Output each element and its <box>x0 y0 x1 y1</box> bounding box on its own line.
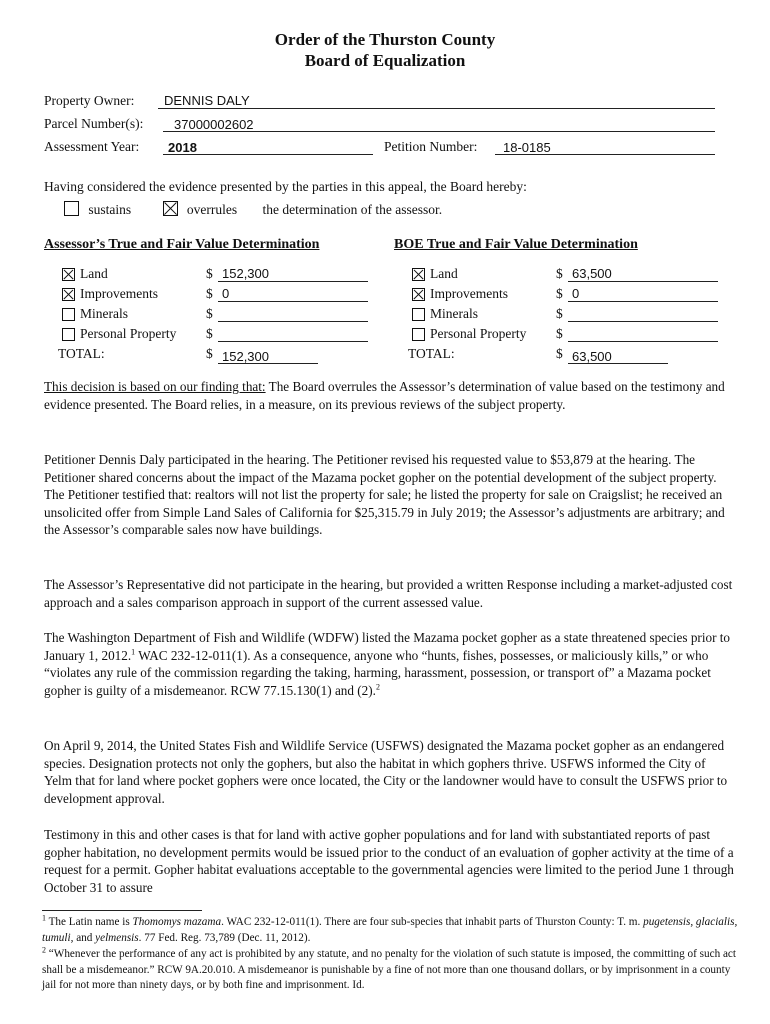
assessor-total-value: 152,300 <box>222 349 269 364</box>
boe-item-label: Improvements <box>430 286 508 301</box>
assessor-item-label: Land <box>80 266 108 281</box>
footnote-1: $^1$ The Latin name is Thomomys mazama. WAC 232-12-011(1). There are four sub-species that inhabit parts of Thurston County: T. m. pugetensis, glacialis, tumuli, and yelmensis. 77 Fed. Reg. 73,789 (Dec. 11, 2012). <box>42 913 738 944</box>
assessor-value-field <box>218 266 368 282</box>
finding-lead: This decision is based on our finding that: <box>44 379 266 394</box>
petition-value: 18-0185 <box>503 140 551 155</box>
boe-value-field <box>568 286 718 302</box>
decision-intro: Having considered the evidence presented by the parties in this appeal, the Board hereby: <box>44 179 527 194</box>
assessor-value: 0 <box>222 286 230 301</box>
wdfw-text-a: The Washington Department of Fish and Wildlife (WDFW) listed the Mazama pocket gopher as a state threatened species prior to January 1, 2012. <box>44 630 731 663</box>
testimony-paragraph: Testimony in this and other cases is that for land with active gopher populations and for land with substantiated reports of past gopher habitation, no development permits would be issued prior to the conduct of an evaluation of gopher activity at the time of a request for a permit. Gopher habitat evaluations acceptable to the governmental agencies were limited to the period June 1 through October 31 to assure <box>44 827 734 895</box>
finding-text: The Board overrules the Assessor’s determination of value based on the testimony and evidence presented. The Board relies, in a measure, on its previous reviews of the subject property. <box>44 379 725 412</box>
boe-total-value: 63,500 <box>572 349 612 364</box>
assessor-currency: $ <box>206 286 213 301</box>
usfws-paragraph: On April 9, 2014, the United States Fish and Wildlife Service (USFWS) designated the Mazama pocket gopher as an endangered species. Designation protects not only the gophers, but also the habitat in which gophers thrive. USFWS informed the City of Yelm that for land where pocket gophers were once located, the City or the landowner would have to consult the USFWS prior to development approval. <box>44 738 728 806</box>
assessor-row <box>60 264 360 284</box>
assessor-checkbox[interactable] <box>62 288 75 301</box>
boe-value: 63,500 <box>572 266 612 281</box>
assessor-value-field <box>218 306 368 322</box>
sustains-label: sustains <box>88 202 132 217</box>
year-label: Assessment Year: <box>44 139 140 154</box>
boe-heading: BOE True and Fair Value Determination <box>394 237 638 252</box>
boe-currency: $ <box>556 306 563 321</box>
boe-item-label: Personal Property <box>430 326 527 341</box>
petition-field <box>495 139 715 155</box>
boe-item-label: Minerals <box>430 306 478 321</box>
parcel-value: 37000002602 <box>174 117 254 132</box>
boe-total-currency: $ <box>556 346 563 361</box>
assessor-value: 152,300 <box>222 266 269 281</box>
assessor-row <box>60 304 360 324</box>
boe-total-row <box>408 344 718 364</box>
assessor-row <box>60 324 360 344</box>
boe-currency: $ <box>556 266 563 281</box>
boe-value-field <box>568 306 718 322</box>
page-title-line1: Order of the Thurston County <box>274 30 496 49</box>
boe-value: 0 <box>572 286 580 301</box>
assessor-value-field <box>218 286 368 302</box>
footnote-ref-1[interactable]: 1 <box>131 647 136 657</box>
boe-currency: $ <box>556 326 563 341</box>
assessor-total-row <box>58 344 368 364</box>
footnote-2: $^2$ “Whenever the performance of any act is prohibited by any statute, and no penalty for the violation of such statute is imposed, the committing of such act shall be a misdemeanor.” RCW 9A.20.010. A misdemeanor is punishable by a fine of not more than one thousand dollars, or by imprisonment in a county jail for not more than ninety days, or by both fine and imprisonment. Id. <box>42 945 737 991</box>
assessor-heading: Assessor’s True and Fair Value Determination <box>44 237 320 252</box>
boe-total-label: TOTAL: <box>408 346 455 361</box>
owner-value: DENNIS DALY <box>164 93 250 108</box>
assessor-item-label: Improvements <box>80 286 158 301</box>
footnote-divider <box>42 910 202 911</box>
year-field <box>163 139 373 155</box>
boe-row <box>410 324 710 344</box>
boe-value-field <box>568 326 718 342</box>
assessor-item-label: Personal Property <box>80 326 177 341</box>
assessor-total-field <box>218 348 318 364</box>
petitioner-paragraph: Petitioner Dennis Daly participated in the hearing. The Petitioner revised his requested value to $53,879 at the hearing. The Petitioner shared concerns about the impact of the Mazama pocket gopher on the potential development of the subject property. The Petitioner testified that: realtors will not list the property for sale; he listed the property for sale on Craigslist; he received an unsolicited offer from Simple Land Sales of California for $25,315.79 in July 2019; the Assessor’s adjustments are arbitrary; and the Assessor’s comparable sales now have buildings. <box>44 452 725 538</box>
assessor-checkbox[interactable] <box>62 328 75 341</box>
overrules-checkbox[interactable] <box>163 201 178 216</box>
assessor-checkbox[interactable] <box>62 308 75 321</box>
overrules-label: overrules <box>186 202 238 217</box>
year-value: 2018 <box>168 140 197 155</box>
assessor-total-currency: $ <box>206 346 213 361</box>
assessor-checkbox[interactable] <box>62 268 75 281</box>
assessor-row <box>60 284 360 304</box>
finding-paragraph <box>44 378 734 413</box>
parcel-label: Parcel Number(s): <box>44 116 144 131</box>
assessor-currency: $ <box>206 306 213 321</box>
decision-tail: the determination of the assessor. <box>262 202 443 217</box>
boe-item-label: Land <box>430 266 458 281</box>
assessor-currency: $ <box>206 266 213 281</box>
parcel-field <box>163 116 715 132</box>
footnote-ref-2[interactable]: 2 <box>375 682 380 692</box>
boe-currency: $ <box>556 286 563 301</box>
assessor-total-label: TOTAL: <box>58 346 105 361</box>
assessor-item-label: Minerals <box>80 306 128 321</box>
boe-row <box>410 304 710 324</box>
petition-label: Petition Number: <box>384 139 478 154</box>
boe-row <box>410 264 710 284</box>
page-title-line2: Board of Equalization <box>304 51 466 70</box>
boe-row <box>410 284 710 304</box>
boe-total-field <box>568 348 668 364</box>
owner-field <box>158 93 715 109</box>
assessor-paragraph: The Assessor’s Representative did not participate in the hearing, but provided a written Response including a market-adjusted cost approach and a sales comparison approach in support of the current assessed value. <box>44 577 733 610</box>
boe-checkbox[interactable] <box>412 308 425 321</box>
boe-checkbox[interactable] <box>412 268 425 281</box>
assessor-currency: $ <box>206 326 213 341</box>
assessor-value-field <box>218 326 368 342</box>
boe-value-field <box>568 266 718 282</box>
sustains-checkbox[interactable] <box>64 201 79 216</box>
owner-label: Property Owner: <box>44 93 135 108</box>
boe-checkbox[interactable] <box>412 288 425 301</box>
wdfw-text-b: WAC 232-12-011(1). As a consequence, anyone who “hunts, fishes, possesses, or maliciously kills,” or who “violates any rule of the commission regarding the taking, harming, harassment, possession, or transport of” a Mazama pocket gopher is guilty of a misdemeanor. RCW 77.15.130(1) and (2). <box>44 647 711 698</box>
boe-checkbox[interactable] <box>412 328 425 341</box>
decision-options <box>64 201 442 218</box>
wdfw-paragraph <box>44 629 734 699</box>
